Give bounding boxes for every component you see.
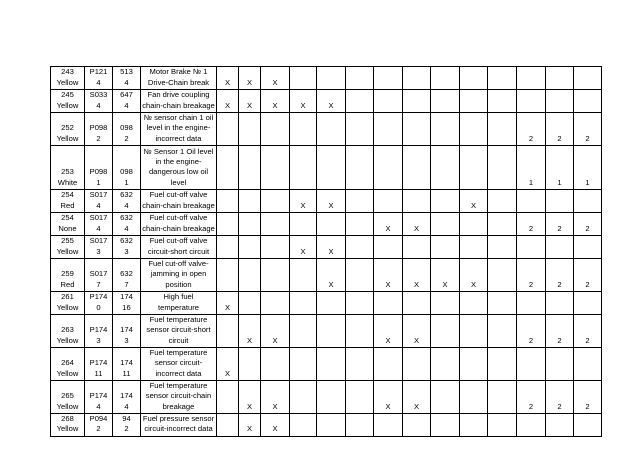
- code-number-cell: 647 4: [113, 90, 141, 113]
- mark-cell: [460, 67, 488, 90]
- mark-cell: [317, 113, 346, 146]
- mark-cell: [431, 315, 460, 348]
- mark-cell: [261, 292, 290, 315]
- row-id-cell: 243 Yellow: [51, 67, 85, 90]
- row-id-cell: 264 Yellow: [51, 348, 85, 381]
- row-id-cell: 252 Yellow: [51, 113, 85, 146]
- mark-cell: X: [217, 90, 239, 113]
- mark-cell: 2: [546, 213, 574, 236]
- mark-cell: [431, 113, 460, 146]
- mark-cell: [431, 90, 460, 113]
- mark-cell: [574, 67, 602, 90]
- mark-cell: [374, 414, 403, 437]
- mark-cell: X: [403, 315, 431, 348]
- mark-cell: [346, 348, 374, 381]
- mark-cell: [403, 190, 431, 213]
- mark-cell: [460, 113, 488, 146]
- mark-cell: 2: [546, 381, 574, 414]
- description-cell: Motor Brake № 1 Drive-Chain break: [141, 67, 217, 90]
- mark-cell: [546, 414, 574, 437]
- mark-cell: [488, 90, 517, 113]
- mark-cell: [488, 190, 517, 213]
- mark-cell: [290, 146, 317, 190]
- mark-cell: X: [239, 90, 261, 113]
- row-id-cell: 254 None: [51, 213, 85, 236]
- mark-cell: [574, 90, 602, 113]
- mark-cell: [346, 381, 374, 414]
- code-cell: P121 4: [85, 67, 113, 90]
- mark-cell: [574, 190, 602, 213]
- table-row: [51, 315, 602, 348]
- mark-cell: [517, 348, 546, 381]
- mark-cell: [374, 146, 403, 190]
- mark-cell: X: [374, 259, 403, 292]
- mark-cell: [317, 213, 346, 236]
- mark-cell: 2: [574, 381, 602, 414]
- mark-cell: 1: [517, 146, 546, 190]
- mark-cell: 2: [517, 381, 546, 414]
- row-id-cell: 259 Red: [51, 259, 85, 292]
- mark-cell: X: [239, 315, 261, 348]
- description-cell: Fuel temperature sensor circuit-chain breakage: [141, 381, 217, 414]
- mark-cell: X: [261, 414, 290, 437]
- mark-cell: [290, 113, 317, 146]
- mark-cell: [346, 315, 374, 348]
- mark-cell: [488, 67, 517, 90]
- mark-cell: [517, 414, 546, 437]
- mark-cell: [403, 414, 431, 437]
- mark-cell: [517, 236, 546, 259]
- mark-cell: X: [374, 213, 403, 236]
- code-number-cell: 174 16: [113, 292, 141, 315]
- mark-cell: [488, 414, 517, 437]
- mark-cell: [239, 213, 261, 236]
- mark-cell: X: [261, 381, 290, 414]
- mark-cell: [290, 414, 317, 437]
- description-cell: Fan drive coupling chain-chain breakage: [141, 90, 217, 113]
- mark-cell: [403, 67, 431, 90]
- mark-cell: [517, 292, 546, 315]
- mark-cell: [261, 146, 290, 190]
- table-row: [51, 67, 602, 90]
- mark-cell: 2: [546, 315, 574, 348]
- code-number-cell: 632 3: [113, 236, 141, 259]
- mark-cell: X: [403, 259, 431, 292]
- mark-cell: [460, 90, 488, 113]
- mark-cell: 2: [546, 113, 574, 146]
- mark-cell: X: [460, 190, 488, 213]
- mark-cell: [374, 67, 403, 90]
- mark-cell: [317, 348, 346, 381]
- mark-cell: [460, 292, 488, 315]
- mark-cell: [239, 259, 261, 292]
- table-body: [51, 67, 602, 437]
- mark-cell: X: [217, 67, 239, 90]
- mark-cell: [517, 90, 546, 113]
- mark-cell: [346, 414, 374, 437]
- mark-cell: [217, 381, 239, 414]
- mark-cell: X: [317, 236, 346, 259]
- mark-cell: [488, 348, 517, 381]
- mark-cell: X: [431, 259, 460, 292]
- mark-cell: [460, 414, 488, 437]
- mark-cell: [290, 213, 317, 236]
- mark-cell: [261, 113, 290, 146]
- mark-cell: [217, 236, 239, 259]
- mark-cell: 1: [574, 146, 602, 190]
- mark-cell: X: [374, 315, 403, 348]
- mark-cell: [346, 146, 374, 190]
- mark-cell: 2: [517, 259, 546, 292]
- mark-cell: [431, 414, 460, 437]
- mark-cell: X: [239, 67, 261, 90]
- mark-cell: [239, 190, 261, 213]
- mark-cell: [239, 348, 261, 381]
- mark-cell: [460, 236, 488, 259]
- row-id-cell: 265 Yellow: [51, 381, 85, 414]
- mark-cell: [239, 146, 261, 190]
- mark-cell: [574, 292, 602, 315]
- code-cell: P174 4: [85, 381, 113, 414]
- description-cell: Fuel cut-off valve chain-chain breakage: [141, 190, 217, 213]
- code-number-cell: 513 4: [113, 67, 141, 90]
- code-cell: P174 3: [85, 315, 113, 348]
- table-row: [51, 414, 602, 437]
- code-number-cell: 174 4: [113, 381, 141, 414]
- mark-cell: [217, 146, 239, 190]
- mark-cell: [460, 315, 488, 348]
- mark-cell: X: [239, 381, 261, 414]
- mark-cell: 2: [517, 315, 546, 348]
- table-row: [51, 381, 602, 414]
- mark-cell: [217, 259, 239, 292]
- mark-cell: [403, 113, 431, 146]
- mark-cell: [239, 236, 261, 259]
- mark-cell: 2: [517, 213, 546, 236]
- mark-cell: [317, 146, 346, 190]
- mark-cell: [346, 259, 374, 292]
- row-id-cell: 261 Yellow: [51, 292, 85, 315]
- mark-cell: [346, 292, 374, 315]
- mark-cell: X: [374, 381, 403, 414]
- mark-cell: [217, 315, 239, 348]
- mark-cell: X: [317, 259, 346, 292]
- mark-cell: [346, 213, 374, 236]
- table-row: [51, 236, 602, 259]
- row-id-cell: 253 White: [51, 146, 85, 190]
- description-cell: Fuel pressure sensor circuit-incorrect data: [141, 414, 217, 437]
- mark-cell: [290, 259, 317, 292]
- mark-cell: [217, 213, 239, 236]
- code-number-cell: 94 2: [113, 414, 141, 437]
- mark-cell: [317, 381, 346, 414]
- mark-cell: [488, 236, 517, 259]
- mark-cell: [546, 67, 574, 90]
- fault-code-table: [50, 66, 602, 437]
- mark-cell: [374, 348, 403, 381]
- description-cell: Fuel cut-off valve circuit-short circuit: [141, 236, 217, 259]
- code-number-cell: 174 11: [113, 348, 141, 381]
- row-id-cell: 268 Yellow: [51, 414, 85, 437]
- row-id-cell: 254 Red: [51, 190, 85, 213]
- mark-cell: [290, 67, 317, 90]
- mark-cell: [346, 90, 374, 113]
- code-number-cell: 632 4: [113, 190, 141, 213]
- code-cell: S033 4: [85, 90, 113, 113]
- code-cell: S017 3: [85, 236, 113, 259]
- mark-cell: [290, 348, 317, 381]
- mark-cell: [261, 190, 290, 213]
- mark-cell: [374, 90, 403, 113]
- mark-cell: [261, 236, 290, 259]
- mark-cell: [546, 90, 574, 113]
- mark-cell: 2: [574, 113, 602, 146]
- mark-cell: [431, 381, 460, 414]
- mark-cell: [239, 113, 261, 146]
- code-cell: P174 11: [85, 348, 113, 381]
- table-row: [51, 213, 602, 236]
- mark-cell: [239, 292, 261, 315]
- mark-cell: 1: [546, 146, 574, 190]
- mark-cell: [261, 348, 290, 381]
- mark-cell: [290, 315, 317, 348]
- mark-cell: [460, 213, 488, 236]
- mark-cell: [403, 146, 431, 190]
- mark-cell: [374, 292, 403, 315]
- description-cell: № sensor chain 1 oil level in the engine- incorrect data: [141, 113, 217, 146]
- mark-cell: [431, 213, 460, 236]
- mark-cell: [431, 146, 460, 190]
- mark-cell: X: [317, 190, 346, 213]
- mark-cell: X: [217, 292, 239, 315]
- mark-cell: X: [217, 348, 239, 381]
- mark-cell: [261, 213, 290, 236]
- table-row: [51, 190, 602, 213]
- code-number-cell: 632 7: [113, 259, 141, 292]
- mark-cell: [290, 381, 317, 414]
- mark-cell: [460, 381, 488, 414]
- mark-cell: [546, 348, 574, 381]
- mark-cell: [403, 348, 431, 381]
- mark-cell: 2: [546, 259, 574, 292]
- mark-cell: [317, 315, 346, 348]
- mark-cell: X: [403, 381, 431, 414]
- mark-cell: [488, 113, 517, 146]
- mark-cell: [488, 213, 517, 236]
- mark-cell: [488, 259, 517, 292]
- description-cell: Fuel cut-off valve- jamming in open position: [141, 259, 217, 292]
- mark-cell: [374, 113, 403, 146]
- mark-cell: [574, 414, 602, 437]
- mark-cell: [403, 292, 431, 315]
- mark-cell: X: [239, 414, 261, 437]
- table-row: [51, 259, 602, 292]
- mark-cell: [546, 190, 574, 213]
- mark-cell: [374, 236, 403, 259]
- mark-cell: [546, 236, 574, 259]
- mark-cell: [546, 292, 574, 315]
- code-cell: P174 0: [85, 292, 113, 315]
- code-cell: S017 4: [85, 190, 113, 213]
- mark-cell: [346, 190, 374, 213]
- mark-cell: X: [317, 90, 346, 113]
- code-cell: P094 2: [85, 414, 113, 437]
- table-row: [51, 348, 602, 381]
- mark-cell: [317, 292, 346, 315]
- mark-cell: 2: [574, 259, 602, 292]
- mark-cell: [317, 67, 346, 90]
- mark-cell: [374, 190, 403, 213]
- code-number-cell: 174 3: [113, 315, 141, 348]
- code-number-cell: 098 2: [113, 113, 141, 146]
- mark-cell: X: [403, 213, 431, 236]
- mark-cell: 2: [574, 315, 602, 348]
- mark-cell: [346, 113, 374, 146]
- description-cell: Fuel cut-off valve chain-chain breakage: [141, 213, 217, 236]
- row-id-cell: 245 Yellow: [51, 90, 85, 113]
- mark-cell: [290, 292, 317, 315]
- mark-cell: X: [460, 259, 488, 292]
- code-number-cell: 632 4: [113, 213, 141, 236]
- mark-cell: X: [290, 90, 317, 113]
- mark-cell: [574, 236, 602, 259]
- mark-cell: [217, 113, 239, 146]
- mark-cell: [517, 190, 546, 213]
- table-row: [51, 292, 602, 315]
- mark-cell: [217, 414, 239, 437]
- mark-cell: X: [290, 190, 317, 213]
- description-cell: № Sensor 1 Oil level in the engine- dangerous low oil level: [141, 146, 217, 190]
- mark-cell: [346, 67, 374, 90]
- mark-cell: X: [261, 315, 290, 348]
- mark-cell: [317, 414, 346, 437]
- code-cell: P098 1: [85, 146, 113, 190]
- code-cell: S017 4: [85, 213, 113, 236]
- mark-cell: [431, 190, 460, 213]
- mark-cell: [431, 236, 460, 259]
- mark-cell: [261, 259, 290, 292]
- mark-cell: [403, 90, 431, 113]
- code-number-cell: 098 1: [113, 146, 141, 190]
- mark-cell: [431, 292, 460, 315]
- mark-cell: [517, 67, 546, 90]
- mark-cell: [488, 292, 517, 315]
- description-cell: Fuel temperature sensor circuit- incorrect data: [141, 348, 217, 381]
- mark-cell: [403, 236, 431, 259]
- mark-cell: 2: [574, 213, 602, 236]
- mark-cell: [460, 146, 488, 190]
- row-id-cell: 263 Yellow: [51, 315, 85, 348]
- mark-cell: [488, 315, 517, 348]
- mark-cell: [574, 348, 602, 381]
- mark-cell: [431, 67, 460, 90]
- row-id-cell: 255 Yellow: [51, 236, 85, 259]
- description-cell: High fuel temperature: [141, 292, 217, 315]
- mark-cell: [488, 381, 517, 414]
- mark-cell: [431, 348, 460, 381]
- table-row: [51, 113, 602, 146]
- mark-cell: [217, 190, 239, 213]
- mark-cell: X: [261, 67, 290, 90]
- mark-cell: [346, 236, 374, 259]
- mark-cell: X: [290, 236, 317, 259]
- mark-cell: [460, 348, 488, 381]
- code-cell: P098 2: [85, 113, 113, 146]
- description-cell: Fuel temperature sensor circuit-short circuit: [141, 315, 217, 348]
- code-cell: S017 7: [85, 259, 113, 292]
- mark-cell: X: [261, 90, 290, 113]
- table-row: [51, 90, 602, 113]
- mark-cell: [488, 146, 517, 190]
- table-row: [51, 146, 602, 190]
- mark-cell: 2: [517, 113, 546, 146]
